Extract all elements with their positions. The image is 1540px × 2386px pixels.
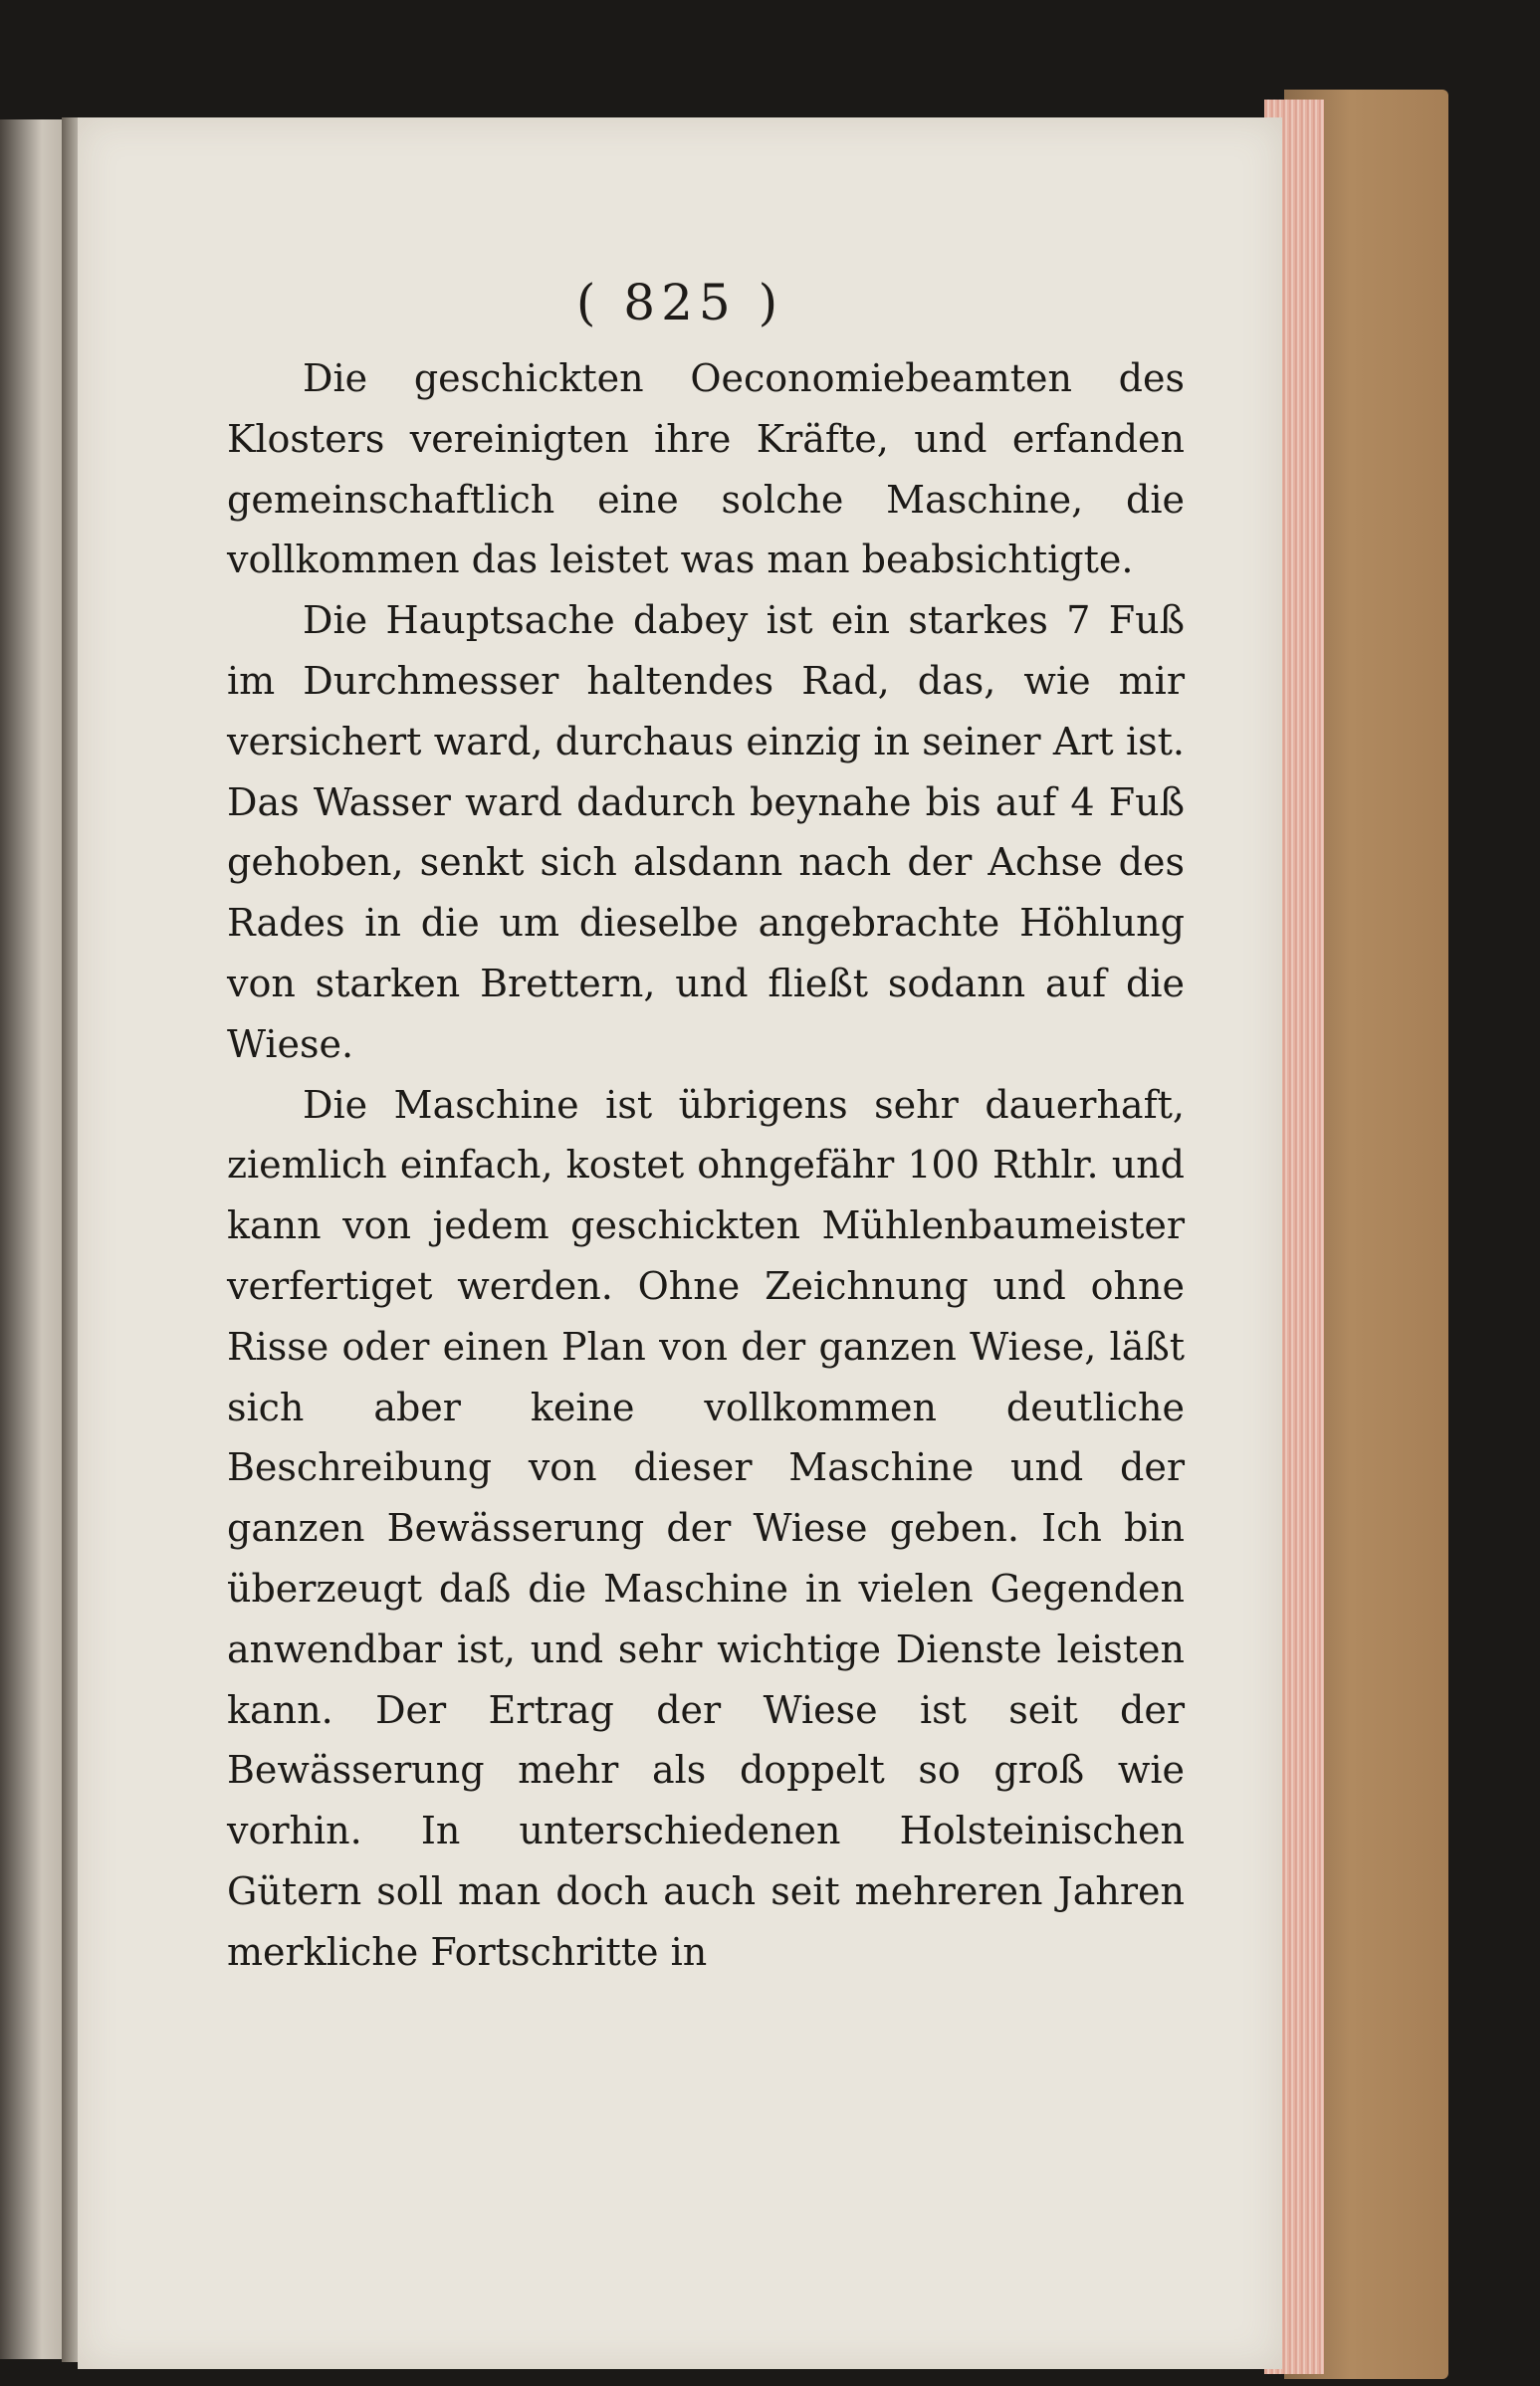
paragraph-1: Die geschickten Oeconomiebeamten des Klosters vereinigten ihre Kräfte, und erfanden gemeinschaftlich eine solche Maschine, die vollkommen das leistet was man beabsichtigte. — [227, 356, 1185, 582]
page-text-block — [227, 348, 1185, 1983]
paragraph-3: Die Maschine ist übrigens sehr dauerhaft, ziemlich einfach, kostet ohngefähr 100 Rthlr. und kann von jedem geschickten Mühlenbaumeister verfertiget werden. Ohne Zeichnung und ohne Risse oder einen Plan von der ganzen Wiese, läßt sich aber keine vollkommen deutliche Beschreibung von dieser Maschine und der ganzen Bewässerung der Wiese geben. Ich bin überzeugt daß die Maschine in vielen Gegenden anwendbar ist, und sehr wichtige Dienste leisten kann. Der Ertrag der Wiese ist seit der Bewässerung mehr als doppelt so groß wie vorhin. In unterschiedenen Holsteinischen Gütern soll man doch auch seit mehreren Jahren merkliche Fortschritte in — [227, 1082, 1185, 1974]
left-page-edge — [0, 119, 70, 2359]
paragraph-2: Die Hauptsache dabey ist ein starkes 7 Fuß im Durchmesser haltendes Rad, das, wie mir versichert ward, durchaus einzig in seiner Art ist. Das Wasser ward dadurch beynahe bis auf 4 Fuß gehoben, senkt sich alsdann nach der Achse des Rades in die um dieselbe angebrachte Höhlung von starken Brettern, und fließt sodann auf die Wiese. — [227, 598, 1185, 1066]
book-page — [78, 117, 1282, 2369]
page-number: ( 825 ) — [575, 274, 784, 331]
